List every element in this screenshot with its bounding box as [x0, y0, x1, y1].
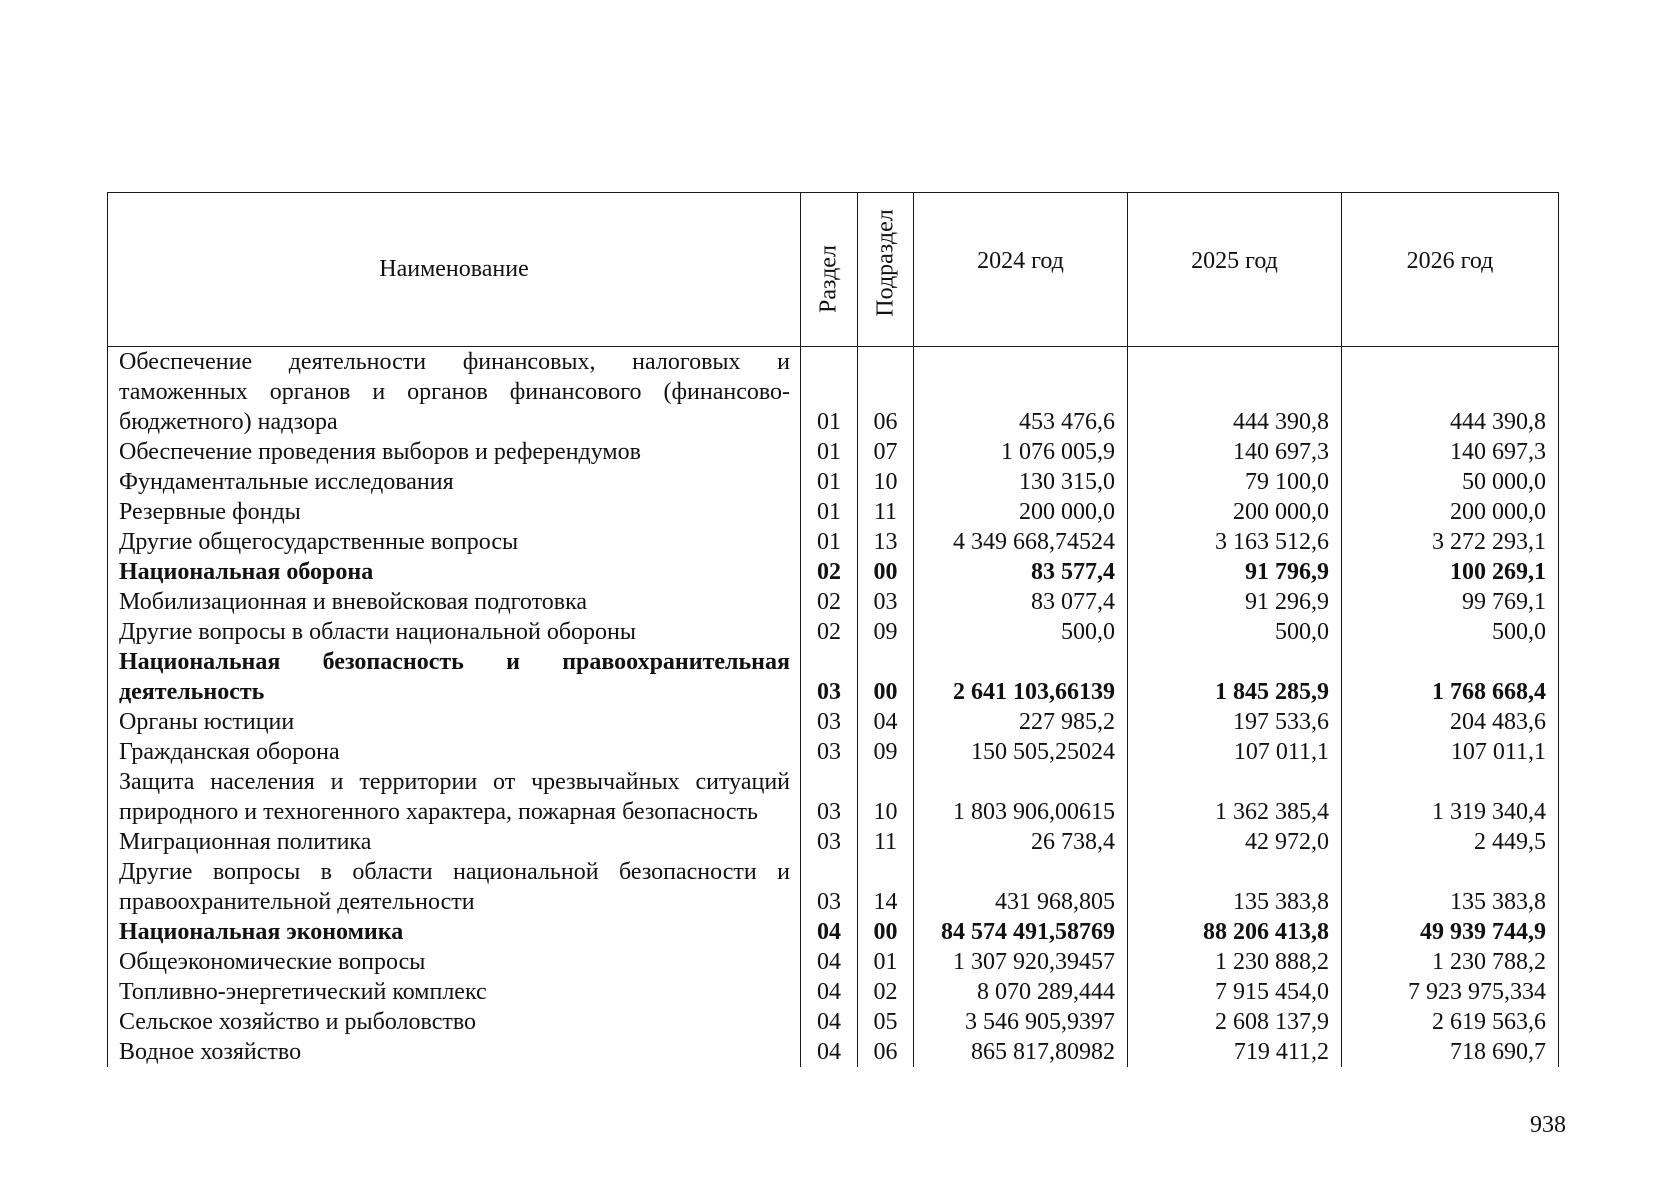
- header-podrazdel-wrap: [858, 193, 913, 346]
- cell-y2025: 1 845 285,9: [1128, 647, 1342, 707]
- table-body: [108, 347, 1559, 1068]
- cell-y2026: 718 690,7: [1342, 1037, 1559, 1067]
- cell-razdel: 02: [801, 557, 858, 587]
- cell-name: Водное хозяйство: [108, 1037, 801, 1067]
- cell-y2024: 453 476,6: [914, 347, 1128, 438]
- cell-y2026: 100 269,1: [1342, 557, 1559, 587]
- cell-name: Обеспечение деятельности финансовых, налоговых и таможенных органов и органов финансового (финансово-бюджетного) надзора: [108, 347, 801, 438]
- cell-y2026: 200 000,0: [1342, 497, 1559, 527]
- cell-y2025: 91 296,9: [1128, 587, 1342, 617]
- cell-y2026: 140 697,3: [1342, 437, 1559, 467]
- cell-y2025: 200 000,0: [1128, 497, 1342, 527]
- budget-table: [107, 192, 1559, 1067]
- cell-y2026: 49 939 744,9: [1342, 917, 1559, 947]
- table-row: [108, 1037, 1559, 1067]
- table-row: [108, 557, 1559, 587]
- cell-y2024: 500,0: [914, 617, 1128, 647]
- cell-podrazdel: 02: [858, 977, 914, 1007]
- header-razdel: [801, 193, 858, 347]
- cell-podrazdel: 14: [858, 857, 914, 917]
- cell-razdel: 01: [801, 497, 858, 527]
- cell-y2026: 2 619 563,6: [1342, 1007, 1559, 1037]
- table-row: [108, 947, 1559, 977]
- cell-y2024: 227 985,2: [914, 707, 1128, 737]
- cell-razdel: 04: [801, 947, 858, 977]
- cell-podrazdel: 09: [858, 737, 914, 767]
- cell-y2024: 3 546 905,9397: [914, 1007, 1128, 1037]
- cell-y2026: 99 769,1: [1342, 587, 1559, 617]
- header-podrazdel: [858, 193, 914, 347]
- cell-y2025: 719 411,2: [1128, 1037, 1342, 1067]
- header-name-label: Наименование: [379, 256, 529, 282]
- cell-razdel: 01: [801, 467, 858, 497]
- table-row: [108, 767, 1559, 827]
- cell-y2025: 3 163 512,6: [1128, 527, 1342, 557]
- cell-name: Мобилизационная и вневойсковая подготовка: [108, 587, 801, 617]
- cell-y2024: 83 577,4: [914, 557, 1128, 587]
- cell-y2024: 130 315,0: [914, 467, 1128, 497]
- header-podrazdel-label: Подраздел: [872, 209, 898, 318]
- cell-y2025: 140 697,3: [1128, 437, 1342, 467]
- cell-y2024: 4 349 668,74524: [914, 527, 1128, 557]
- cell-y2026: 1 768 668,4: [1342, 647, 1559, 707]
- cell-razdel: 04: [801, 1007, 858, 1037]
- header-2026: [1342, 193, 1559, 347]
- cell-razdel: 04: [801, 1037, 858, 1067]
- cell-name: Защита населения и территории от чрезвычайных ситуаций природного и техногенного характера, пожарная безопасность: [108, 767, 801, 827]
- cell-podrazdel: 10: [858, 767, 914, 827]
- table-row: [108, 857, 1559, 917]
- cell-razdel: 03: [801, 767, 858, 827]
- cell-name: Другие вопросы в области национальной обороны: [108, 617, 801, 647]
- cell-razdel: 03: [801, 827, 858, 857]
- header-razdel-wrap: [801, 193, 857, 346]
- cell-y2024: 865 817,80982: [914, 1037, 1128, 1067]
- cell-razdel: 03: [801, 737, 858, 767]
- table-row: [108, 437, 1559, 467]
- cell-name: Обеспечение проведения выборов и референдумов: [108, 437, 801, 467]
- cell-y2025: 444 390,8: [1128, 347, 1342, 438]
- cell-podrazdel: 09: [858, 617, 914, 647]
- cell-podrazdel: 11: [858, 497, 914, 527]
- cell-y2024: 1 307 920,39457: [914, 947, 1128, 977]
- cell-y2025: 91 796,9: [1128, 557, 1342, 587]
- cell-y2024: 200 000,0: [914, 497, 1128, 527]
- page-number: 938: [1530, 1112, 1566, 1138]
- cell-podrazdel: 06: [858, 347, 914, 438]
- cell-name: Миграционная политика: [108, 827, 801, 857]
- cell-y2025: 107 011,1: [1128, 737, 1342, 767]
- cell-podrazdel: 04: [858, 707, 914, 737]
- cell-y2025: 135 383,8: [1128, 857, 1342, 917]
- cell-y2026: 3 272 293,1: [1342, 527, 1559, 557]
- cell-y2025: 88 206 413,8: [1128, 917, 1342, 947]
- cell-podrazdel: 00: [858, 917, 914, 947]
- cell-y2026: 50 000,0: [1342, 467, 1559, 497]
- cell-podrazdel: 00: [858, 557, 914, 587]
- table-row: [108, 917, 1559, 947]
- cell-podrazdel: 10: [858, 467, 914, 497]
- table-header: [108, 193, 1559, 347]
- table-row: [108, 527, 1559, 557]
- cell-y2024: 26 738,4: [914, 827, 1128, 857]
- header-2025: [1128, 193, 1342, 347]
- table-row: [108, 647, 1559, 707]
- cell-name: Общеэкономические вопросы: [108, 947, 801, 977]
- header-2024: [914, 193, 1128, 347]
- cell-podrazdel: 03: [858, 587, 914, 617]
- cell-y2024: 84 574 491,58769: [914, 917, 1128, 947]
- table-row: [108, 347, 1559, 438]
- cell-podrazdel: 00: [858, 647, 914, 707]
- header-2025-label: 2025 год: [1191, 248, 1278, 274]
- cell-name: Сельское хозяйство и рыболовство: [108, 1007, 801, 1037]
- table-row: [108, 977, 1559, 1007]
- cell-name: Топливно-энергетический комплекс: [108, 977, 801, 1007]
- cell-name: Гражданская оборона: [108, 737, 801, 767]
- table-row: [108, 467, 1559, 497]
- table-row: [108, 1007, 1559, 1037]
- cell-y2026: 444 390,8: [1342, 347, 1559, 438]
- cell-razdel: 04: [801, 917, 858, 947]
- table-row: [108, 587, 1559, 617]
- cell-razdel: 02: [801, 587, 858, 617]
- cell-y2024: 1 803 906,00615: [914, 767, 1128, 827]
- cell-name: Фундаментальные исследования: [108, 467, 801, 497]
- cell-y2026: 107 011,1: [1342, 737, 1559, 767]
- cell-name: Национальная экономика: [108, 917, 801, 947]
- cell-y2026: 7 923 975,334: [1342, 977, 1559, 1007]
- table-row: [108, 707, 1559, 737]
- table-row: [108, 497, 1559, 527]
- header-razdel-label: Раздел: [815, 244, 842, 313]
- cell-y2025: 197 533,6: [1128, 707, 1342, 737]
- header-name: [108, 193, 801, 347]
- cell-y2026: 204 483,6: [1342, 707, 1559, 737]
- header-2026-label: 2026 год: [1406, 248, 1494, 274]
- cell-y2026: 1 230 788,2: [1342, 947, 1559, 977]
- cell-y2026: 135 383,8: [1342, 857, 1559, 917]
- cell-y2026: 500,0: [1342, 617, 1559, 647]
- cell-podrazdel: 11: [858, 827, 914, 857]
- cell-razdel: 03: [801, 857, 858, 917]
- cell-podrazdel: 13: [858, 527, 914, 557]
- cell-y2025: 2 608 137,9: [1128, 1007, 1342, 1037]
- cell-y2025: 7 915 454,0: [1128, 977, 1342, 1007]
- cell-y2024: 2 641 103,66139: [914, 647, 1128, 707]
- cell-y2024: 150 505,25024: [914, 737, 1128, 767]
- cell-podrazdel: 05: [858, 1007, 914, 1037]
- cell-y2025: 500,0: [1128, 617, 1342, 647]
- table-row: [108, 617, 1559, 647]
- cell-y2024: 431 968,805: [914, 857, 1128, 917]
- cell-name: Другие общегосударственные вопросы: [108, 527, 801, 557]
- cell-y2025: 42 972,0: [1128, 827, 1342, 857]
- cell-y2025: 1 362 385,4: [1128, 767, 1342, 827]
- cell-podrazdel: 06: [858, 1037, 914, 1067]
- cell-y2026: 2 449,5: [1342, 827, 1559, 857]
- cell-name: Национальная оборона: [108, 557, 801, 587]
- cell-name: Резервные фонды: [108, 497, 801, 527]
- cell-razdel: 01: [801, 347, 858, 438]
- header-2024-label: 2024 год: [977, 248, 1064, 274]
- cell-y2025: 79 100,0: [1128, 467, 1342, 497]
- cell-podrazdel: 01: [858, 947, 914, 977]
- cell-y2024: 83 077,4: [914, 587, 1128, 617]
- cell-name: Другие вопросы в области национальной безопасности и правоохранительной деятельности: [108, 857, 801, 917]
- cell-razdel: 03: [801, 707, 858, 737]
- cell-podrazdel: 07: [858, 437, 914, 467]
- table-row: [108, 737, 1559, 767]
- cell-y2025: 1 230 888,2: [1128, 947, 1342, 977]
- cell-razdel: 04: [801, 977, 858, 1007]
- cell-razdel: 03: [801, 647, 858, 707]
- header-row: [108, 193, 1559, 347]
- cell-y2026: 1 319 340,4: [1342, 767, 1559, 827]
- cell-razdel: 01: [801, 527, 858, 557]
- table-row: [108, 827, 1559, 857]
- cell-razdel: 01: [801, 437, 858, 467]
- cell-name: Национальная безопасность и правоохранительная деятельность: [108, 647, 801, 707]
- cell-razdel: 02: [801, 617, 858, 647]
- cell-y2024: 8 070 289,444: [914, 977, 1128, 1007]
- cell-y2024: 1 076 005,9: [914, 437, 1128, 467]
- cell-name: Органы юстиции: [108, 707, 801, 737]
